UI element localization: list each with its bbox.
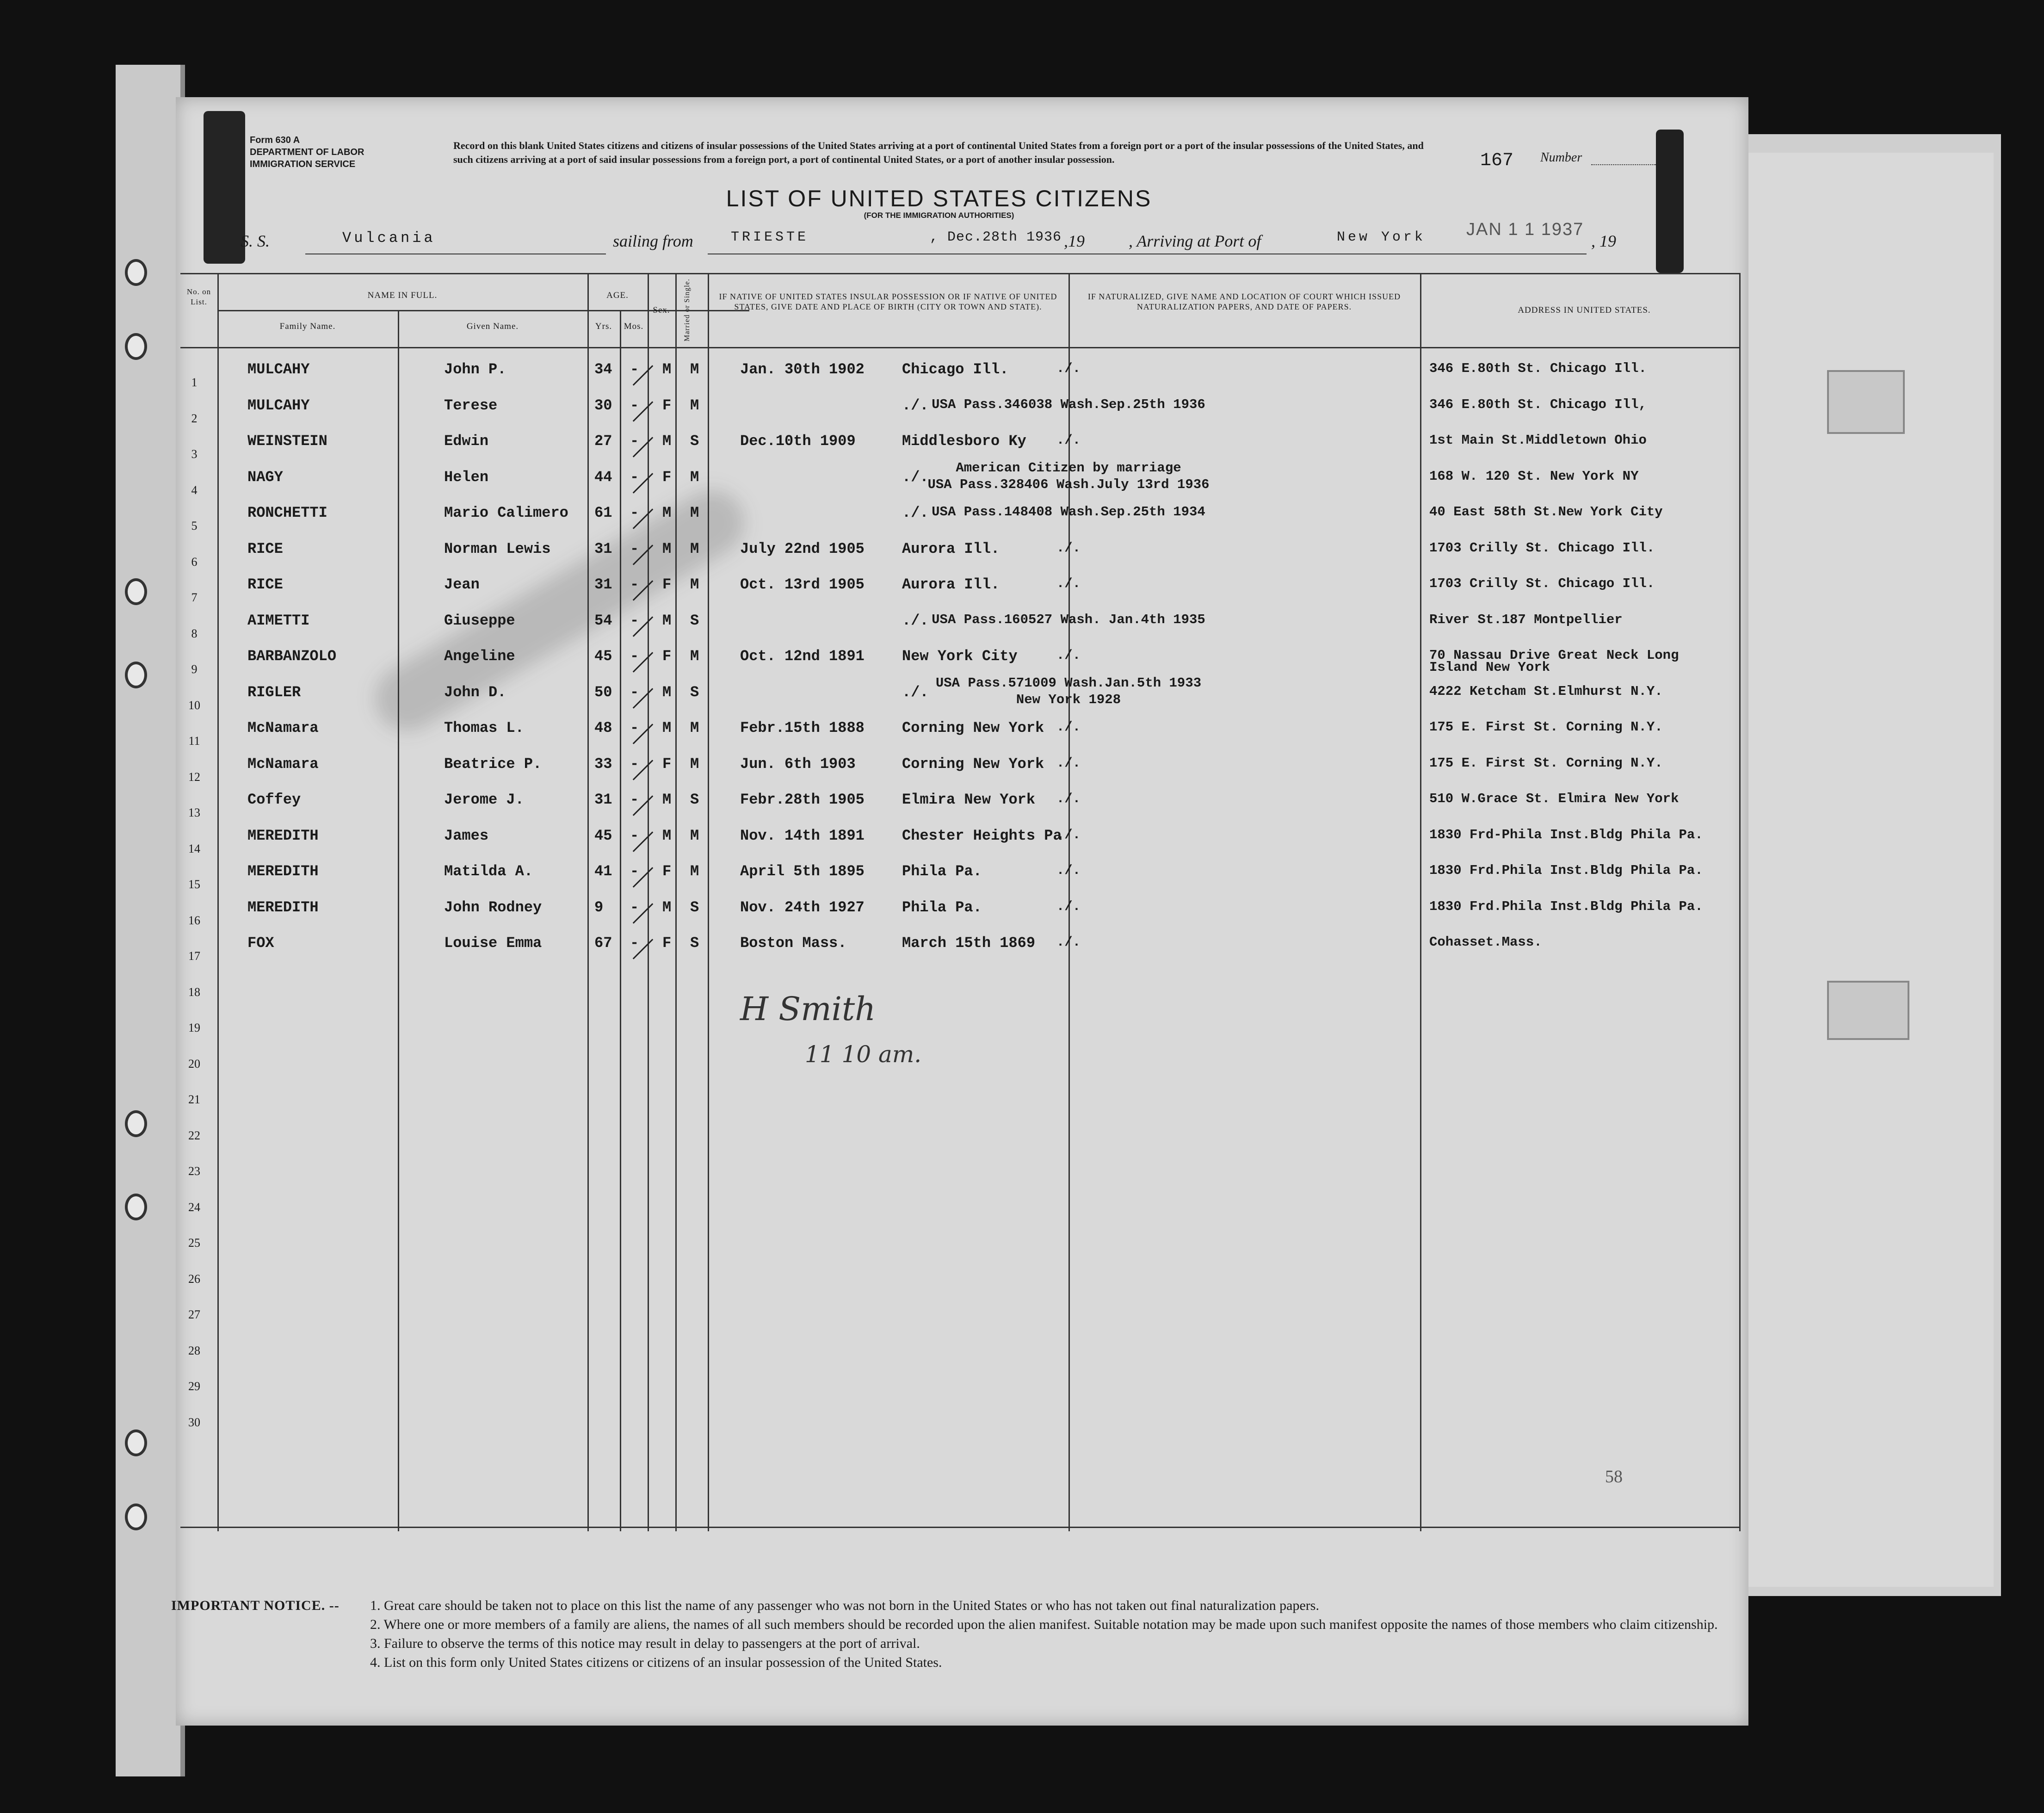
cell-birth-place: New York City [902,648,1018,665]
row-number: 24 [188,1200,200,1214]
col-family: Family Name. [279,322,336,331]
cell-yrs: 48 [594,719,612,736]
cell-ms: M [690,468,699,486]
cell-given: Norman Lewis [444,540,551,557]
cell-addr: 175 E. First St. Corning N.Y. [1429,719,1663,735]
table-rule [1739,273,1741,1531]
row-number: 6 [191,555,198,569]
cell-sex: F [662,863,672,880]
service: IMMIGRATION SERVICE [250,159,356,169]
cell-given: Edwin [444,433,489,450]
cell-mos: - [630,934,639,952]
cell-ms: S [690,898,699,916]
row-number: 10 [188,698,200,712]
cell-family: McNamara [247,719,319,736]
cell-mos: - [630,361,639,378]
cell-yrs: 50 [594,683,612,701]
cell-nat: USA Pass.346038 Wash.Sep.25th 1936 [932,396,1205,412]
cell-birth-date: Oct. 12nd 1891 [740,648,865,665]
cell-family: RICE [247,540,283,557]
cell-family: NAGY [247,468,283,486]
cell-birth-place: ./. [902,683,929,701]
cell-yrs: 44 [594,468,612,486]
cell-addr: 168 W. 120 St. New York NY [1429,468,1639,484]
cell-sex: M [662,719,672,736]
cell-family: MEREDITH [247,898,319,916]
row-number: 18 [188,985,200,999]
form-tab [204,111,245,264]
form-instructions: Record on this blank United States citizens and citizens of insular possessions of the United States arriving at a port of continental United States from a foreign port or a port of the insular possessions of the United States, and such citizens arriving at a port of said insular possessions from a foreign port, a port of continental United States, or a port of another insular possession. [453,140,1424,165]
cell-nat: ./. [1056,791,1081,806]
cell-birth-date: Nov. 24th 1927 [740,898,865,916]
cell-yrs: 61 [594,504,612,521]
cell-addr: 1830 Frd-Phila Inst.Bldg Phila Pa. [1429,827,1703,842]
row-number: 25 [188,1236,200,1250]
cell-yrs: 33 [594,755,612,773]
cell-sex: M [662,540,672,557]
cell-mos: - [630,898,639,916]
cell-sex: F [662,396,672,414]
cell-ms: M [690,540,699,557]
cell-nat: ./. [1056,755,1081,771]
notice-item: 1. Great care should be taken not to place on this list the name of any passenger who was not born in the United States or who has not taken out final naturalization papers. [370,1598,1319,1613]
cell-ms: M [690,396,699,414]
cell-sex: M [662,827,672,844]
cell-sex: M [662,683,672,701]
cell-given: Helen [444,468,489,486]
cell-addr-line2: Island New York [1429,660,1550,675]
row-number: 22 [188,1128,200,1142]
cell-yrs: 67 [594,934,612,952]
cell-mos: - [630,433,639,450]
table-rule [180,273,1739,274]
table-rule [180,1527,1739,1528]
important-notice [171,1596,1721,1670]
cell-birth-place: March 15th 1869 [902,934,1036,952]
cell-given: James [444,827,489,844]
cell-nat: ./. [1056,361,1081,376]
cell-addr: 1830 Frd.Phila Inst.Bldg Phila Pa. [1429,863,1703,878]
table-rule [398,310,399,1531]
cell-given: Thomas L. [444,719,524,736]
cell-birth-date: Oct. 13rd 1905 [740,576,865,593]
cell-ms: S [690,433,699,450]
cell-family: McNamara [247,755,319,773]
binder-hole [125,662,147,688]
cell-mos: - [630,755,639,773]
cell-nat: ./. [1056,827,1081,842]
binder-hole [125,578,147,605]
binder-hole [125,1504,147,1530]
cell-ms: S [690,612,699,629]
cell-given: Giuseppe [444,612,515,629]
cell-birth-place: ./. [902,504,929,521]
cell-ms: M [690,755,699,773]
form-number-block [250,134,364,170]
row-number: 17 [188,949,200,963]
cell-family: FOX [247,934,274,952]
cell-addr: 346 E.80th St. Chicago Ill. [1429,361,1647,376]
cell-mos: - [630,576,639,593]
cell-given: Louise Emma [444,934,542,952]
cell-nat-line2: USA Pass.328406 Wash.July 13rd 1936 [927,476,1210,492]
cell-nat: ./. [1056,576,1081,591]
cell-birth-place: Chester Heights Pa [902,827,1062,844]
cell-birth-date: July 22nd 1905 [740,540,865,557]
row-number: 4 [191,483,198,497]
cell-birth-place: ./. [902,468,929,486]
cell-sex: M [662,791,672,808]
row-number: 27 [188,1308,200,1321]
cell-nat: ./. [1056,934,1081,950]
row-number: 16 [188,913,200,927]
table-rule [675,273,677,1531]
cell-addr: River St.187 Montpellier [1429,612,1623,627]
cell-ms: S [690,934,699,952]
cell-birth-date: April 5th 1895 [740,863,865,880]
page-subtitle: (FOR THE IMMIGRATION AUTHORITIES) [864,211,1014,220]
year-suffix: ,19 [1064,232,1085,250]
cell-family: WEINSTEIN [247,433,327,450]
cell-nat: ./. [1056,898,1081,914]
table-rule [180,347,1739,348]
cell-given: Terese [444,396,498,414]
cell-mos: - [630,791,639,808]
cell-yrs: 31 [594,791,612,808]
cell-ms: M [690,863,699,880]
cell-family: RICE [247,576,283,593]
inspector-signature: H Smith [740,990,876,1028]
binder-hole [125,1429,147,1456]
cell-nat: ./. [1056,863,1081,878]
back-sheet-inner [1721,153,1994,1587]
row-number: 12 [188,770,200,784]
cell-nat: ./. [1056,540,1081,556]
cell-birth-place: Corning New York [902,755,1044,773]
back-sheet-stub [1827,370,1905,434]
ship-name: Vulcania [342,229,436,247]
binder-strip [116,65,185,1776]
cell-nat: USA Pass.571009 Wash.Jan.5th 1933 [935,675,1202,691]
cell-yrs: 45 [594,648,612,665]
cell-given: Jerome J. [444,791,524,808]
cell-yrs: 34 [594,361,612,378]
row-number: 20 [188,1057,200,1070]
cell-mos: - [630,396,639,414]
port-from: TRIESTE [731,229,809,245]
page-title: LIST OF UNITED STATES CITIZENS [726,186,1152,211]
row-number: 5 [191,519,198,532]
cell-given: John Rodney [444,898,542,916]
row-number: 23 [188,1164,200,1178]
cell-family: MULCAHY [247,361,310,378]
cell-addr: 1703 Crilly St. Chicago Ill. [1429,576,1655,591]
row-number: 26 [188,1272,200,1286]
signature-time: 11 10 am. [805,1041,922,1068]
cell-mos: - [630,863,639,880]
cell-addr: 346 E.80th St. Chicago Ill, [1429,396,1647,412]
notice-item: 4. List on this form only United States citizens or citizens of an insular possession of the United States. [370,1655,942,1670]
col-native: IF NATIVE OF UNITED STATES INSULAR POSSESSION OR IF NATIVE OF UNITED STATES, GIVE DATE AND PLACE OF BIRTH (CITY OR TOWN AND STATE). [719,292,1057,311]
cell-family: Coffey [247,791,301,808]
cell-addr: 70 Nassau Drive Great Neck Long [1429,648,1679,663]
cell-birth-place: ./. [902,612,929,629]
binder-hole [125,333,147,360]
list-number: 167 [1480,150,1514,171]
cell-given: Mario Calimero [444,504,568,521]
cell-family: RIGLER [247,683,301,701]
form-number: Form 630 A [250,135,300,145]
col-naturalized: IF NATURALIZED, GIVE NAME AND LOCATION OF COURT WHICH ISSUED NATURALIZATION PAPERS, AND DATE OF PAPERS. [1087,292,1401,311]
cell-given: John P. [444,361,506,378]
row-number: 30 [188,1415,200,1429]
cell-yrs: 31 [594,540,612,557]
table-rule [217,273,219,1531]
table-rule [620,310,621,1531]
cell-sex: F [662,468,672,486]
row-number: 8 [191,626,198,640]
cell-family: MULCAHY [247,396,310,414]
cell-mos: - [630,540,639,557]
cell-nat: ./. [1056,648,1081,663]
cell-ms: M [690,648,699,665]
cell-given: Beatrice P. [444,755,542,773]
cell-given: Matilda A. [444,863,533,880]
col-mos: Mos. [624,322,644,331]
notice-items [370,1596,1735,1672]
cell-sex: M [662,361,672,378]
col-married: Married or Single. [683,278,691,341]
cell-sex: F [662,934,672,952]
year-suffix-2: , 19 [1591,232,1616,250]
cell-yrs: 9 [594,898,604,916]
cell-birth-place: Phila Pa. [902,863,982,880]
cell-birth-date: Febr.28th 1905 [740,791,865,808]
cell-mos: - [630,468,639,486]
ss-label: S. S. [241,232,270,250]
cell-ms: M [690,576,699,593]
row-number: 15 [188,878,200,891]
cell-birth-place: Elmira New York [902,791,1036,808]
cell-birth-date: Febr.15th 1888 [740,719,865,736]
page-number: 58 [1605,1467,1623,1486]
cell-family: MEREDITH [247,827,319,844]
cell-ms: M [690,361,699,378]
cell-birth-place: ./. [902,396,929,414]
binder-hole [125,1110,147,1137]
cell-nat: USA Pass.148408 Wash.Sep.25th 1934 [932,504,1205,520]
date-stamp: JAN 1 1 1937 [1466,220,1584,239]
cell-nat-line2: New York 1928 [1016,692,1121,707]
back-sheet-stub [1827,981,1909,1040]
row-number: 28 [188,1343,200,1357]
cell-mos: - [630,683,639,701]
cell-yrs: 54 [594,612,612,629]
row-number: 29 [188,1380,200,1393]
row-number: 11 [188,734,200,748]
cell-addr: 4222 Ketcham St.Elmhurst N.Y. [1429,683,1663,699]
cell-family: BARBANZOLO [247,648,337,665]
binder-hole [125,1194,147,1220]
row-number: 13 [188,806,200,819]
cell-birth-place: Middlesboro Ky [902,433,1026,450]
cell-birth-place: Aurora Ill. [902,576,1000,593]
cell-birth-place: Chicago Ill. [902,361,1009,378]
cell-birth-date: Jun. 6th 1903 [740,755,856,773]
number-underline [1591,164,1656,165]
table-rule [708,273,709,1531]
cell-nat: ./. [1056,433,1081,448]
cell-nat: USA Pass.160527 Wash. Jan.4th 1935 [932,612,1205,627]
cell-sex: M [662,504,672,521]
table-rule [1420,273,1421,1531]
col-name: NAME IN FULL. [367,291,438,300]
notice-item: 2. Where one or more members of a family are aliens, the names of all such members should be recorded upon the alien manifest. Suitable notation may be made upon such manifest opposite the names of those members who claim citizenship. [370,1617,1718,1632]
cell-sex: F [662,576,672,593]
cell-ms: M [690,504,699,521]
cell-birth-place: Corning New York [902,719,1044,736]
cell-ms: M [690,827,699,844]
cell-yrs: 30 [594,396,612,414]
row-number: 14 [188,842,200,855]
cell-mos: - [630,504,639,521]
cell-given: Angeline [444,648,515,665]
cell-yrs: 31 [594,576,612,593]
cell-addr: 510 W.Grace St. Elmira New York [1429,791,1679,806]
table-rule [648,273,649,1531]
cell-addr: 1830 Frd.Phila Inst.Bldg Phila Pa. [1429,898,1703,914]
row-number: 7 [191,591,198,604]
row-number: 3 [191,447,198,461]
cell-nat: ./. [1056,719,1081,735]
row-number: 19 [188,1021,200,1034]
cell-mos: - [630,827,639,844]
col-sex: Sex. [653,305,670,315]
cell-given: John D. [444,683,506,701]
col-yrs: Yrs. [595,322,612,331]
cell-birth-date: Nov. 14th 1891 [740,827,865,844]
cell-ms: M [690,719,699,736]
binder-hole [125,259,147,286]
cell-family: AIMETTI [247,612,310,629]
cell-mos: - [630,719,639,736]
cell-ms: S [690,791,699,808]
cell-sex: M [662,433,672,450]
table-rule [587,273,589,1531]
col-address: ADDRESS IN UNITED STATES. [1518,305,1651,315]
cell-sex: F [662,648,672,665]
cell-yrs: 27 [594,433,612,450]
voyage-line [241,231,1721,259]
cell-birth-date: Jan. 30th 1902 [740,361,865,378]
cell-mos: - [630,612,639,629]
cell-yrs: 45 [594,827,612,844]
sailing-date: , Dec.28th 1936 [930,229,1062,245]
notice-item: 3. Failure to observe the terms of this notice may result in delay to passengers at the port of arrival. [370,1636,920,1651]
col-no: No. on List. [186,287,211,306]
cell-addr: 40 East 58th St.New York City [1429,504,1663,520]
cell-birth-date: Boston Mass. [740,934,847,952]
cell-birth-place: Phila Pa. [902,898,982,916]
cell-sex: M [662,612,672,629]
cell-given: Jean [444,576,480,593]
sailing-label: sailing from [613,232,693,250]
cell-family: MEREDITH [247,863,319,880]
cell-nat: American Citizen by marriage [956,460,1181,476]
col-age: AGE. [606,291,629,300]
number-label: Number [1540,150,1582,165]
cell-mos: - [630,648,639,665]
cell-addr: Cohasset.Mass. [1429,934,1542,950]
cell-yrs: 41 [594,863,612,880]
col-given: Given Name. [466,322,519,331]
cell-sex: M [662,898,672,916]
cell-birth-place: Aurora Ill. [902,540,1000,557]
cell-addr: 1st Main St.Middletown Ohio [1429,433,1647,448]
cell-sex: F [662,755,672,773]
cell-addr: 1703 Crilly St. Chicago Ill. [1429,540,1655,556]
arriving-label: , Arriving at Port of [1129,232,1261,250]
cell-birth-date: Dec.10th 1909 [740,433,856,450]
row-number: 1 [191,376,198,389]
port-to: New York [1337,229,1426,245]
row-number: 9 [191,662,198,676]
row-number: 21 [188,1093,200,1106]
row-number: 2 [191,411,198,425]
notice-title: IMPORTANT NOTICE. -- [171,1598,340,1613]
cell-family: RONCHETTI [247,504,327,521]
department: DEPARTMENT OF LABOR [250,147,364,157]
cell-addr: 175 E. First St. Corning N.Y. [1429,755,1663,771]
cell-ms: S [690,683,699,701]
